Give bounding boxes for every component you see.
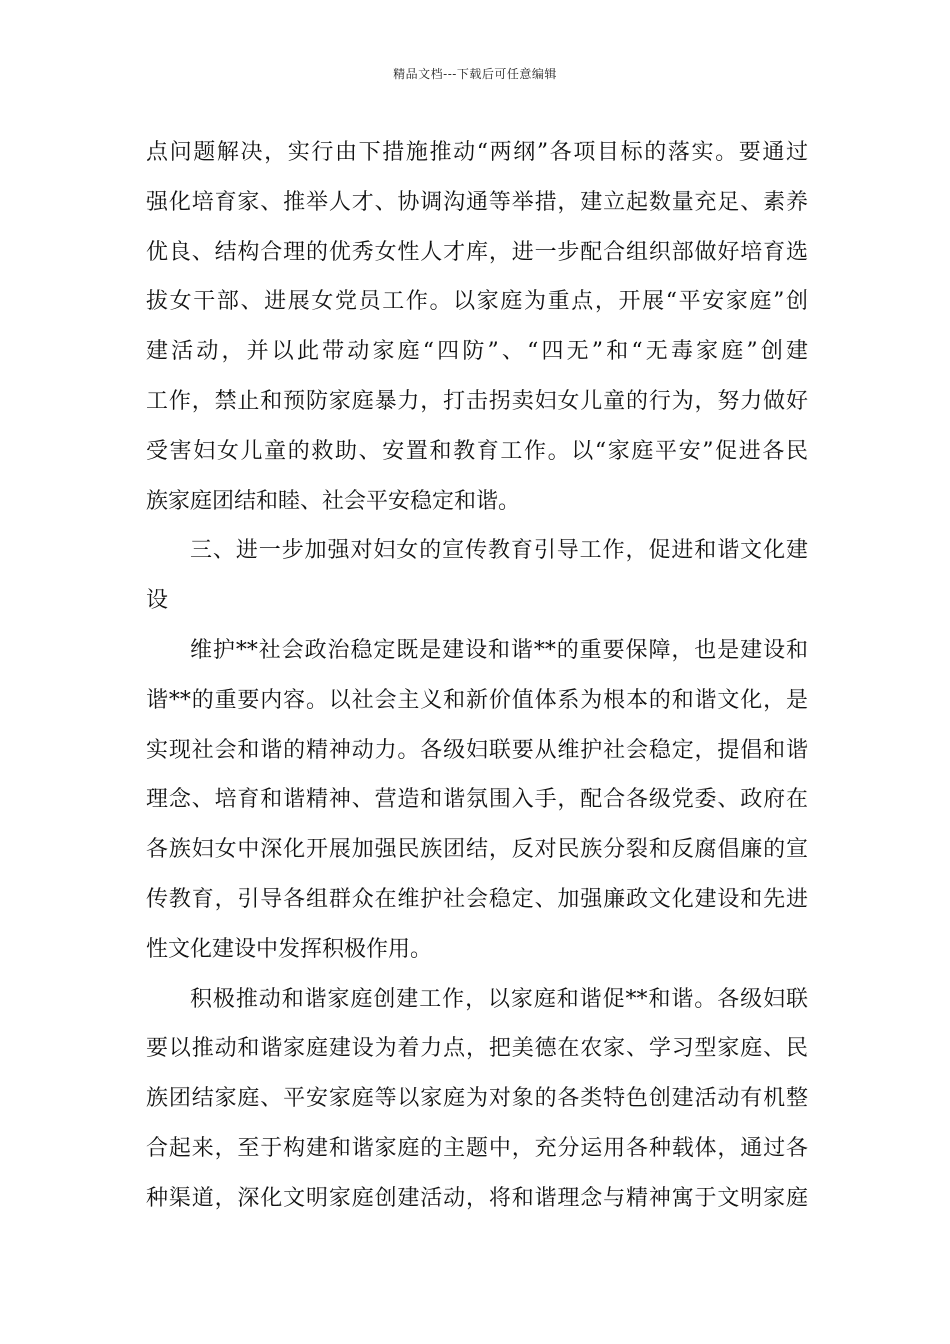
- text-line: 实现社会和谐的精神动力。各级妇联要从维护社会稳定，提倡和谐: [146, 737, 808, 763]
- section-heading-continued: 设: [146, 588, 169, 614]
- text-line: 谐**的重要内容。以社会主义和新价值体系为根本的和谐文化，是: [146, 687, 808, 713]
- text-line: 各族妇女中深化开展加强民族团结，反对民族分裂和反腐倡廉的宣: [146, 837, 808, 863]
- body-text: [146, 128, 808, 1224]
- text-line: 建活动，并以此带动家庭“四防”、“四无”和“无毒家庭”创建: [146, 339, 808, 365]
- text-line: 拔女干部、进展女党员工作。以家庭为重点，开展“平安家庭”创: [146, 289, 808, 315]
- text-line: 族家庭团结和睦、社会平安稳定和谐。: [146, 488, 521, 514]
- text-line: 传教育，引导各组群众在维护社会稳定、加强廉政文化建设和先进: [146, 886, 808, 912]
- text-line: 种渠道，深化文明家庭创建活动，将和谐理念与精神寓于文明家庭: [146, 1185, 808, 1211]
- text-line: 要以推动和谐家庭建设为着力点，把美德在农家、学习型家庭、民: [146, 1036, 808, 1062]
- text-line: 受害妇女儿童的救助、安置和教育工作。以“家庭平安”促进各民: [146, 438, 808, 464]
- text-line: 性文化建设中发挥积极作用。: [146, 936, 433, 962]
- text-line: 优良、结构合理的优秀女性人才库，进一步配合组织部做好培育选: [146, 239, 808, 265]
- text-line: 理念、培育和谐精神、营造和谐氛围入手，配合各级党委、政府在: [146, 787, 808, 813]
- text-line: 工作，禁止和预防家庭暴力，打击拐卖妇女儿童的行为，努力做好: [146, 388, 808, 414]
- text-line: 强化培育家、推举人才、协调沟通等举措，建立起数量充足、素养: [146, 189, 808, 215]
- section-heading: 三、进一步加强对妇女的宣传教育引导工作，促进和谐文化建: [190, 538, 808, 564]
- text-line: 积极推动和谐家庭创建工作，以家庭和谐促**和谐。各级妇联: [190, 986, 808, 1012]
- page-header: 精品文档---下载后可任意编辑: [393, 67, 557, 81]
- text-line: 点问题解决，实行由下措施推动“两纲”各项目标的落实。要通过: [146, 140, 808, 165]
- text-line: 族团结家庭、平安家庭等以家庭为对象的各类特色创建活动有机整: [146, 1086, 808, 1112]
- text-line: 维护**社会政治稳定既是建设和谐**的重要保障，也是建设和: [190, 637, 808, 663]
- text-line: 合起来，至于构建和谐家庭的主题中，充分运用各种载体，通过各: [146, 1135, 808, 1161]
